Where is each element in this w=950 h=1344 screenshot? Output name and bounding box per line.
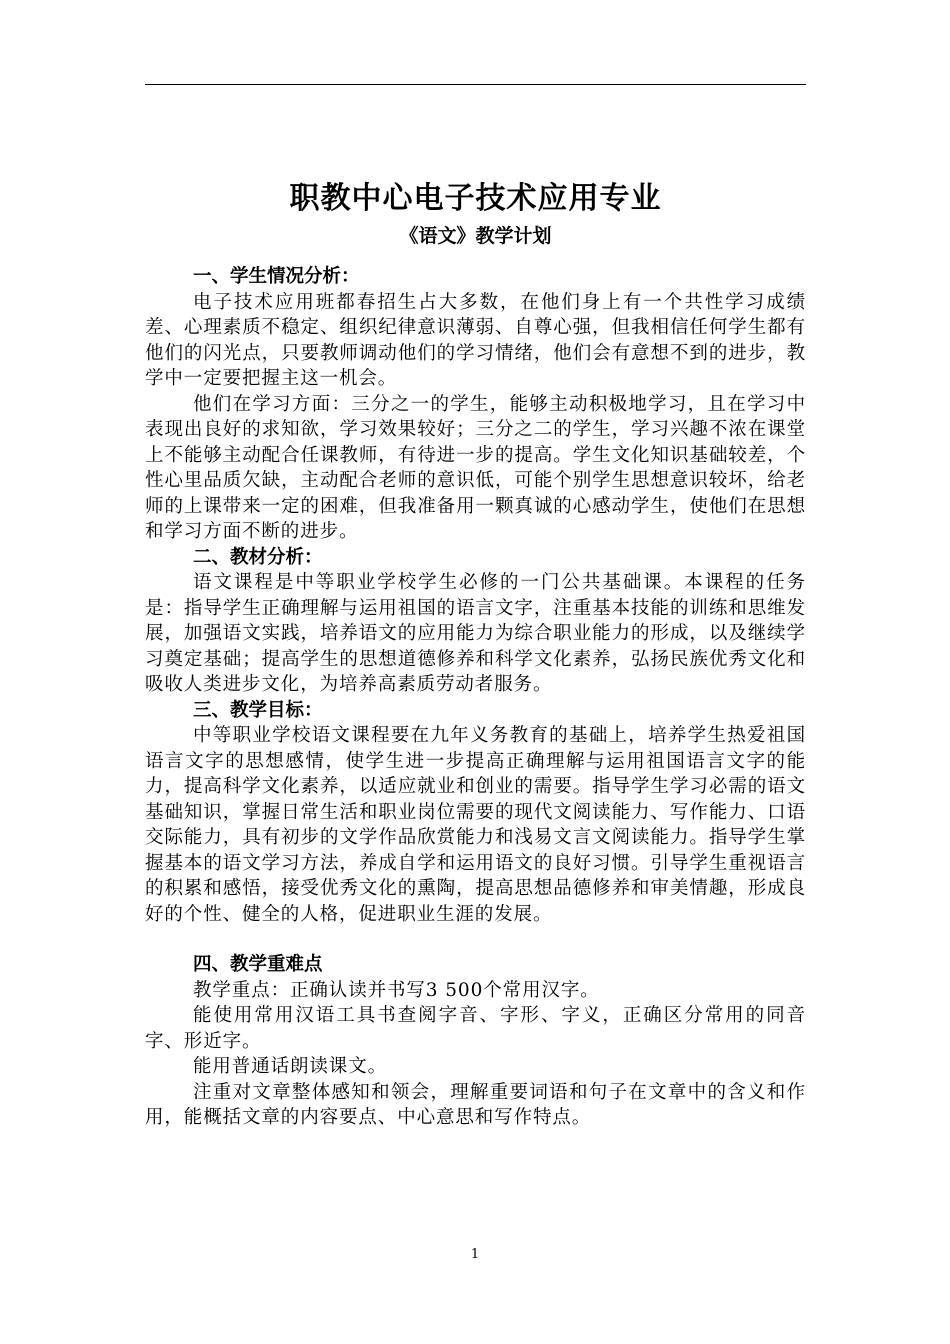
section-heading-textbook-analysis: 二、教材分析： <box>193 546 323 568</box>
page-number: 1 <box>470 1247 480 1262</box>
paragraph: 他们在学习方面：三分之一的学生，能够主动积极地学习，且在学习中表现出良好的求知欲，学习效果较好；三分之二的学生，学习兴趣不浓在课堂上不能够主动配合任课教师，有待进一步的提高。学生文化知识基础较差，个性心里品质欠缺，主动配合老师的意识低，可能个别学生思想意识较坏，给老师的上课带来一定的困难，但我准备用一颗真诚的心感动学生，使他们在思想和学习方面不断的进步。 <box>145 393 806 542</box>
header-rule <box>145 84 806 85</box>
section-heading-key-points: 四、教学重难点 <box>193 954 323 975</box>
paragraph: 教学重点：正确认读并书写3 500个常用汉字。 <box>193 979 600 1001</box>
paragraph: 注重对文章整体感知和领会，理解重要词语和句子在文章中的含义和作用，能概括文章的内容要点、中心意思和写作特点。 <box>145 1081 806 1128</box>
section-heading-student-analysis: 一、学生情况分析： <box>193 266 360 287</box>
paragraph: 语文课程是中等职业学校学生必修的一门公共基础课。本课程的任务是：指导学生正确理解与运用祖国的语言文字，注重基本技能的训练和思维发展，加强语文实践，培养语文的应用能力为综合职业能力的形成，以及继续学习奠定基础；提高学生的思想道德修养和科学文化素养，弘扬民族优秀文化和吸收人类进步文化，为培养高素质劳动者服务。 <box>145 572 806 695</box>
document-subtitle: 《语文》教学计划 <box>399 225 552 247</box>
document-title: 职教中心电子技术应用专业 <box>289 181 662 216</box>
paragraph: 能使用常用汉语工具书查阅字音、字形、字义，正确区分常用的同音字、形近字。 <box>145 1005 806 1052</box>
paragraph: 电子技术应用班都春招生占大多数，在他们身上有一个共性学习成绩差、心理素质不稳定、组织纪律意识薄弱、自尊心强，但我相信任何学生都有他们的闪光点，只要教师调动他们的学习情绪，他们会有意想不到的进步，教学中一定要把握主这一机会。 <box>145 291 806 389</box>
section-heading-teaching-goals: 三、教学目标： <box>193 699 323 721</box>
paragraph: 中等职业学校语文课程要在九年义务教育的基础上，培养学生热爱祖国语言文字的思想感情，使学生进一步提高正确理解与运用祖国语言文字的能力，提高科学文化素养，以适应就业和创业的需要。指导学生学习必需的语文基础知识，掌握日常生活和职业岗位需要的现代文阅读能力、写作能力、口语交际能力，具有初步的文学作品欣赏能力和浅易文言文阅读能力。指导学生掌握基本的语文学习方法，养成自学和运用语文的良好习惯。引导学生重视语言的积累和感悟，接受优秀文化的熏陶，提高思想品德修养和审美情趣，形成良好的个性、健全的人格，促进职业生涯的发展。 <box>145 725 806 925</box>
document-body <box>145 176 806 1131</box>
paragraph: 能用普通话朗读课文。 <box>193 1056 388 1077</box>
